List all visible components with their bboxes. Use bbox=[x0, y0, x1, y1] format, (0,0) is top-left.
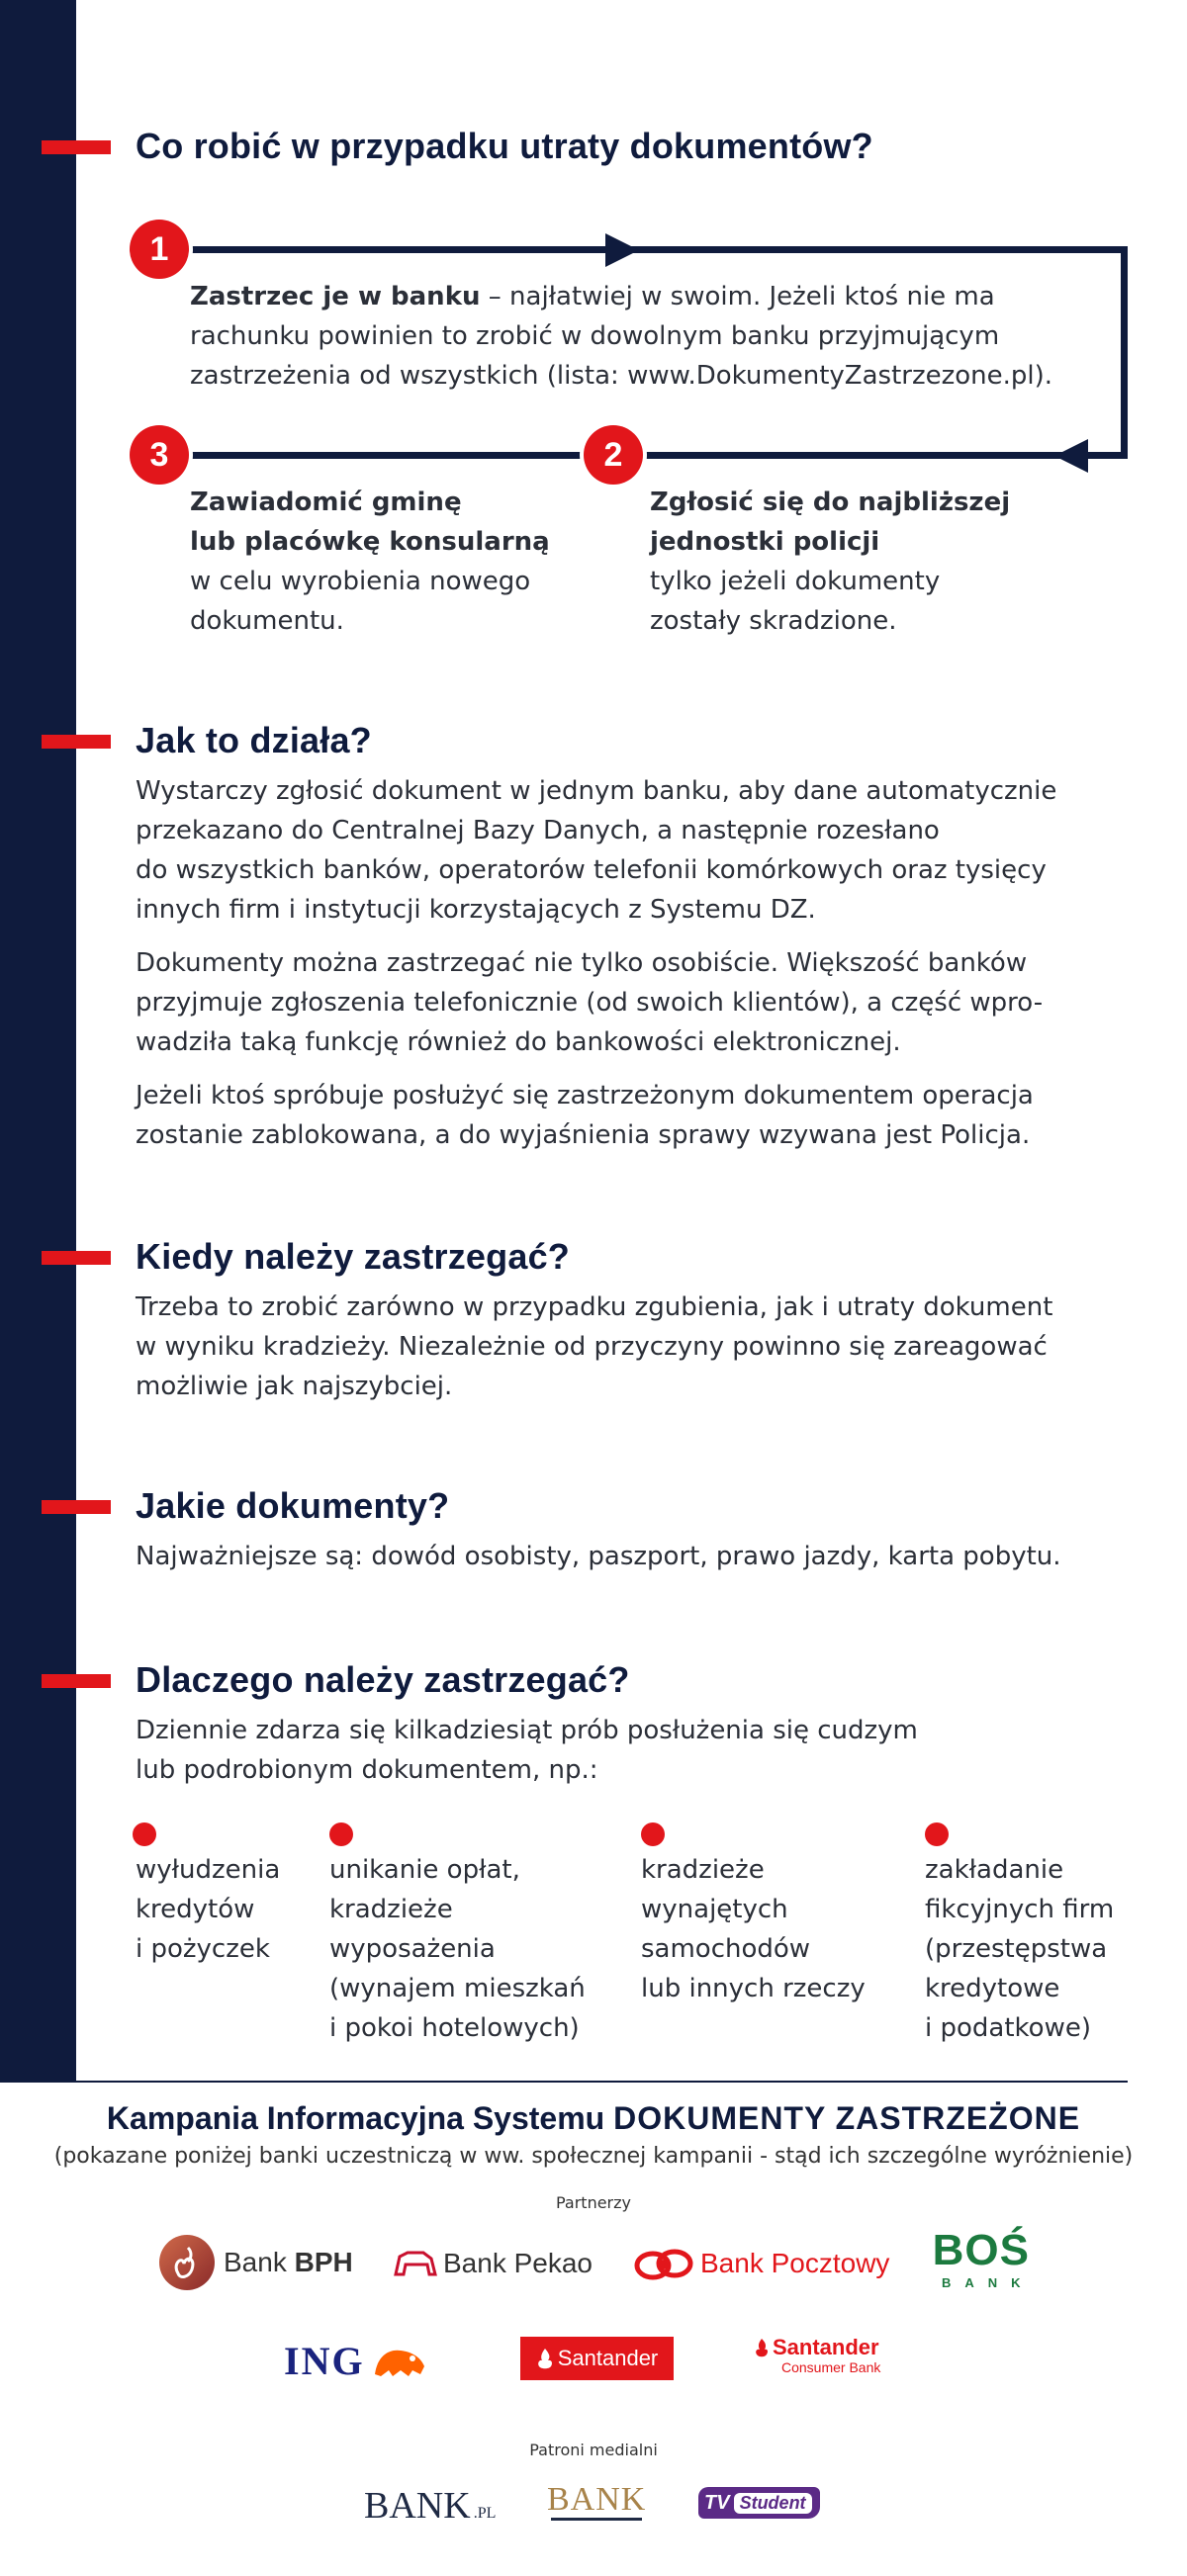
tv-student-logo[interactable] bbox=[698, 2486, 820, 2520]
bullet-line: i podatkowe) bbox=[925, 2013, 1091, 2043]
bullet-line: wynajętych bbox=[641, 1895, 788, 1924]
step-1-line1: – najłatwiej w swoim. Jeżeli ktoś nie ma bbox=[480, 282, 995, 311]
bank-pocztowy-logo[interactable] bbox=[633, 2241, 889, 2286]
text-line: innych firm i instytucji korzystających z Systemu DZ. bbox=[136, 895, 816, 925]
how-paragraph-3 bbox=[136, 1076, 1128, 1155]
heading-marker bbox=[42, 1674, 111, 1688]
ing-text: ING bbox=[284, 2338, 365, 2383]
text-line: możliwie jak najszybciej. bbox=[136, 1372, 453, 1401]
bullet-2 bbox=[329, 1850, 586, 2048]
flow-line-top bbox=[158, 246, 1128, 253]
heading-why: Dlaczego należy zastrzegać? bbox=[136, 1659, 630, 1700]
step-3-line4: dokumentu. bbox=[190, 606, 344, 636]
text-line: Wystarczy zgłosić dokument w jednym banku, aby dane automatycznie bbox=[136, 776, 1057, 806]
bullet-dot bbox=[133, 1822, 156, 1846]
tv-student-tv: TV bbox=[704, 2491, 730, 2514]
bullet-1 bbox=[136, 1850, 280, 1969]
step-3-line3: w celu wyrobienia nowego bbox=[190, 567, 531, 596]
step-1-line2: rachunku powinien to zrobić w dowolnym banku przyjmującym bbox=[190, 321, 1000, 351]
what-paragraph bbox=[136, 1537, 1128, 1576]
pocztowy-envelope-icon bbox=[633, 2244, 694, 2283]
flow-line-right bbox=[1121, 246, 1128, 459]
bullet-line: samochodów bbox=[641, 1934, 811, 1964]
santander-logo[interactable] bbox=[520, 2337, 674, 2380]
bullet-line: wyposażenia bbox=[329, 1934, 496, 1964]
bph-bold: BPH bbox=[294, 2247, 353, 2277]
santander-cb-line2: Consumer Bank bbox=[781, 2359, 881, 2375]
left-sidebar-band bbox=[0, 0, 76, 2082]
bank-bos-logo[interactable] bbox=[928, 2227, 1035, 2300]
heading-what: Jakie dokumenty? bbox=[136, 1485, 450, 1526]
footer-divider bbox=[0, 2081, 1128, 2083]
why-paragraph bbox=[136, 1711, 1128, 1790]
campaign-title-regular: Kampania Informacyjna Systemu bbox=[106, 2100, 614, 2136]
text-line: zostanie zablokowana, a do wyjaśnienia sprawy wzywana jest Policja. bbox=[136, 1120, 1031, 1150]
step-2-bold1: Zgłosić się do najbliższej bbox=[650, 488, 1011, 517]
heading-marker bbox=[42, 735, 111, 749]
bph-emblem-icon bbox=[158, 2234, 216, 2291]
heading-when: Kiedy należy zastrzegać? bbox=[136, 1236, 570, 1277]
when-paragraph bbox=[136, 1288, 1128, 1406]
bullet-line: fikcyjnych firm bbox=[925, 1895, 1115, 1924]
bullet-line: lub innych rzeczy bbox=[641, 1974, 866, 2003]
step-3-bold1: Zawiadomić gminę bbox=[190, 488, 462, 517]
bank-bph-logo[interactable] bbox=[158, 2233, 353, 2292]
pocztowy-text: Bank Pocztowy bbox=[700, 2248, 890, 2278]
santander-consumer-top bbox=[754, 2336, 879, 2359]
bank-pekao-logo[interactable] bbox=[394, 2243, 593, 2284]
santander-flame-icon bbox=[754, 2338, 770, 2357]
bullet-line: (przestępstwa bbox=[925, 1934, 1108, 1964]
bullet-4 bbox=[925, 1850, 1114, 2048]
bullet-line: i pożyczek bbox=[136, 1934, 270, 1964]
step-3-text bbox=[190, 483, 550, 641]
text-line: Trzeba to zrobić zarówno w przypadku zgubienia, jak i utraty dokument bbox=[136, 1292, 1053, 1322]
step-3-bold2: lub placówkę konsularną bbox=[190, 527, 550, 557]
pekao-bison-icon bbox=[394, 2249, 437, 2278]
heading-marker bbox=[42, 1500, 111, 1514]
step-1-bold: Zastrzec je w banku bbox=[190, 282, 481, 311]
text-line: Najważniejsze są: dowód osobisty, paszport, prawo jazdy, karta pobytu. bbox=[136, 1542, 1061, 1571]
text-line: przekazano do Centralnej Bazy Danych, a następnie rozesłano bbox=[136, 816, 940, 845]
step-1-text bbox=[190, 277, 1052, 396]
text-line: w wyniku kradzieży. Niezależnie od przyczyny powinno się zareagować bbox=[136, 1332, 1048, 1362]
text-line: do wszystkich banków, operatorów telefonii komórkowych oraz tysięcy bbox=[136, 855, 1047, 885]
bank-pl-logo[interactable] bbox=[364, 2482, 496, 2526]
text-line: Dokumenty można zastrzegać nie tylko osobiście. Większość banków bbox=[136, 948, 1028, 978]
bullet-line: kradzieże bbox=[641, 1855, 765, 1885]
bos-main-text: BOŚ bbox=[932, 2226, 1030, 2274]
bullet-dot bbox=[925, 1822, 949, 1846]
pekao-text: Bank Pekao bbox=[443, 2248, 593, 2278]
santander-cb-line1: Santander bbox=[773, 2335, 879, 2359]
step-1-line3: zastrzeżenia od wszystkich (lista: www.DokumentyZastrzezone.pl). bbox=[190, 361, 1053, 391]
bullet-line: i pokoi hotelowych) bbox=[329, 2013, 580, 2043]
bullet-dot bbox=[329, 1822, 353, 1846]
arrow-right-icon bbox=[605, 233, 639, 267]
heading-marker bbox=[42, 140, 111, 154]
campaign-title bbox=[0, 2098, 1187, 2138]
bankpl-suffix: .PL bbox=[473, 2505, 497, 2522]
heading-how: Jak to działa? bbox=[136, 720, 372, 760]
santander-flame-icon bbox=[536, 2348, 554, 2369]
text-line: lub podrobionym dokumentem, np.: bbox=[136, 1755, 598, 1785]
bank-magazine-logo[interactable] bbox=[547, 2482, 646, 2526]
step-2-badge: 2 bbox=[584, 425, 643, 485]
media-patrons-label: Patroni medialni bbox=[529, 2441, 658, 2459]
campaign-subtitle: (pokazane poniżej banki uczestniczą w ww. społecznej kampanii - stąd ich szczególne wyróżnienie) bbox=[53, 2144, 1134, 2169]
text-line: wadziła taką funkcję również do bankowości elektronicznej. bbox=[136, 1027, 901, 1057]
bullet-line: kredytów bbox=[136, 1895, 255, 1924]
bullet-line: wyłudzenia bbox=[136, 1855, 281, 1885]
santander-text: Santander bbox=[557, 2346, 659, 2370]
tv-student-badge bbox=[698, 2487, 820, 2519]
how-paragraph-2 bbox=[136, 943, 1128, 1062]
santander-consumer-logo[interactable] bbox=[754, 2336, 880, 2381]
text-line: przyjmuje zgłoszenia telefonicznie (od swoich klientów), a część wpro- bbox=[136, 988, 1044, 1018]
step-3-badge: 3 bbox=[130, 425, 189, 485]
ing-logo[interactable] bbox=[284, 2336, 428, 2385]
heading-loss: Co robić w przypadku utraty dokumentów? bbox=[136, 126, 873, 166]
tv-student-word: Student bbox=[734, 2493, 812, 2514]
bos-sub-text: BANK bbox=[942, 2275, 1035, 2290]
how-paragraph-1 bbox=[136, 771, 1128, 930]
step-2-bold2: jednostki policji bbox=[650, 527, 880, 557]
bullet-line: zakładanie bbox=[925, 1855, 1064, 1885]
step-2-line4: zostały skradzione. bbox=[650, 606, 897, 636]
text-line: Dziennie zdarza się kilkadziesiąt prób posłużenia się cudzym bbox=[136, 1716, 918, 1745]
bank-magazine-underline bbox=[551, 2518, 642, 2521]
bullet-dot bbox=[641, 1822, 665, 1846]
flow-line-bottom-left bbox=[158, 452, 613, 459]
bph-prefix: Bank bbox=[224, 2247, 295, 2277]
bullet-3 bbox=[641, 1850, 866, 2008]
bph-text bbox=[224, 2247, 353, 2278]
ing-lion-icon bbox=[371, 2341, 428, 2380]
bullet-line: (wynajem mieszkań bbox=[329, 1974, 586, 2003]
bullet-line: unikanie opłat, bbox=[329, 1855, 520, 1885]
arrow-left-icon bbox=[1054, 439, 1088, 473]
campaign-title-bold: DOKUMENTY ZASTRZEŻONE bbox=[613, 2100, 1081, 2136]
text-line: Jeżeli ktoś spróbuje posłużyć się zastrzeżonym dokumentem operacja bbox=[136, 1081, 1034, 1110]
bank-magazine-text: BANK bbox=[547, 2481, 647, 2518]
step-2-line3: tylko jeżeli dokumenty bbox=[650, 567, 941, 596]
bullet-line: kredytowe bbox=[925, 1974, 1060, 2003]
bankpl-main: BANK bbox=[364, 2485, 471, 2527]
step-1-badge: 1 bbox=[130, 220, 189, 279]
partners-label: Partnerzy bbox=[555, 2193, 631, 2212]
step-2-text bbox=[650, 483, 1010, 641]
heading-marker bbox=[42, 1251, 111, 1265]
bullet-line: kradzieże bbox=[329, 1895, 453, 1924]
